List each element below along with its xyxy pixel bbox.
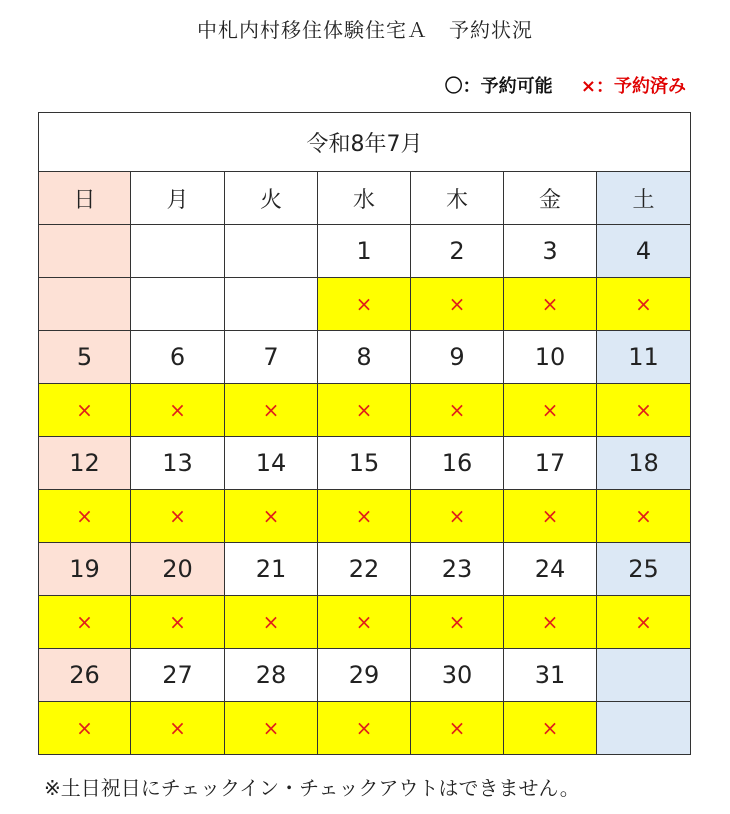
status-row [39,278,691,331]
booking-status-cell: × [597,596,691,649]
date-cell: 25 [597,543,691,596]
date-cell: 2 [411,225,504,278]
booking-status-cell: × [318,490,411,543]
status-row [39,384,691,437]
booking-status-cell: × [225,490,318,543]
booking-status-cell: × [131,490,225,543]
date-row [39,225,691,278]
weekday-header: 月 [131,172,225,225]
booking-status-cell: × [318,278,411,331]
date-cell: 15 [318,437,411,490]
booking-status-cell: × [504,278,597,331]
booking-status-cell: × [225,384,318,437]
booking-status-cell: × [597,490,691,543]
booking-status-cell: × [318,596,411,649]
booking-status-cell: × [504,384,597,437]
date-cell: 23 [411,543,504,596]
booking-status-cell: × [225,702,318,755]
empty-date-cell [225,225,318,278]
empty-date-cell [39,225,131,278]
weekday-header-row [39,172,691,225]
legend-available: 〇：予約可能 [444,76,553,97]
booking-status-cell: × [504,596,597,649]
empty-status-cell [39,278,131,331]
booking-status-cell: × [39,596,131,649]
date-cell: 17 [504,437,597,490]
status-row [39,596,691,649]
booking-status-cell: × [39,384,131,437]
date-cell: 1 [318,225,411,278]
weekday-header: 金 [504,172,597,225]
date-cell: 8 [318,331,411,384]
date-cell: 12 [39,437,131,490]
booking-status-cell: × [411,596,504,649]
booking-status-cell: × [318,384,411,437]
calendar-table [38,112,691,755]
page-title: 中札内村移住体験住宅Ａ 予約状況 [197,18,533,42]
date-cell: 21 [225,543,318,596]
status-row [39,702,691,755]
date-cell: 29 [318,649,411,702]
date-row [39,437,691,490]
weekday-header: 火 [225,172,318,225]
date-row [39,649,691,702]
booking-status-cell: × [597,384,691,437]
booking-status-cell: × [411,384,504,437]
date-cell: 4 [597,225,691,278]
footnote: ※土日祝日にチェックイン・チェックアウトはできません。 [44,776,580,800]
date-cell: 6 [131,331,225,384]
booking-status-cell: × [411,278,504,331]
booking-status-cell: × [597,278,691,331]
booking-status-cell: × [39,490,131,543]
date-row [39,543,691,596]
date-cell: 24 [504,543,597,596]
empty-status-cell [225,278,318,331]
date-cell: 16 [411,437,504,490]
date-cell: 9 [411,331,504,384]
status-row [39,490,691,543]
booking-status-cell: × [131,596,225,649]
date-cell: 20 [131,543,225,596]
date-cell: 18 [597,437,691,490]
date-cell: 11 [597,331,691,384]
booking-status-cell: × [131,702,225,755]
date-cell: 10 [504,331,597,384]
date-cell: 22 [318,543,411,596]
date-cell: 5 [39,331,131,384]
legend [445,72,686,98]
date-cell: 26 [39,649,131,702]
booking-status-cell: × [225,596,318,649]
date-cell: 13 [131,437,225,490]
date-cell: 14 [225,437,318,490]
calendar-body [39,225,691,755]
booking-status-cell: × [318,702,411,755]
legend-booked: ×：予約済み [580,76,686,97]
booking-status-cell: × [39,702,131,755]
date-cell: 3 [504,225,597,278]
weekday-header: 土 [597,172,691,225]
empty-date-cell [131,225,225,278]
weekday-header: 日 [39,172,131,225]
booking-status-cell: × [504,702,597,755]
booking-status-cell: × [504,490,597,543]
date-cell: 27 [131,649,225,702]
booking-status-cell: × [411,702,504,755]
empty-status-cell [597,702,691,755]
weekday-header: 水 [318,172,411,225]
date-cell: 30 [411,649,504,702]
booking-status-cell: × [131,384,225,437]
calendar-month: 令和8年7月 [39,113,691,172]
weekday-header: 木 [411,172,504,225]
empty-date-cell [597,649,691,702]
booking-status-cell: × [411,490,504,543]
date-cell: 19 [39,543,131,596]
date-cell: 28 [225,649,318,702]
date-cell: 7 [225,331,318,384]
date-row [39,331,691,384]
date-cell: 31 [504,649,597,702]
empty-status-cell [131,278,225,331]
